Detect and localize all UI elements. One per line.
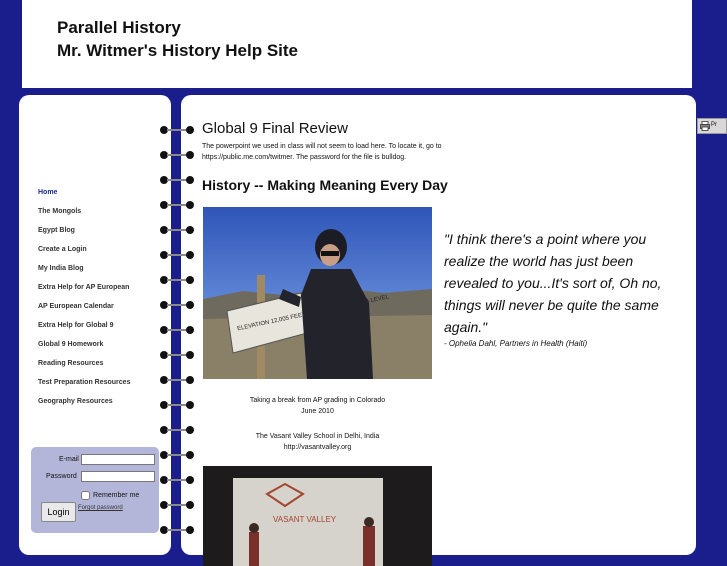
vasant-valley-photo-illustration	[203, 466, 432, 566]
remember-me-checkbox[interactable]	[81, 491, 90, 500]
forgot-password-link[interactable]: Forgot password	[78, 505, 123, 511]
quote-text: "I think there's a point where you realize the world has just been revealed to you...It's sort of, Oh no, things will never be quite the same again."	[444, 231, 662, 335]
banner-text: VASANT VALLEY	[273, 515, 337, 524]
binding-ring	[160, 401, 194, 409]
remember-me-label: Remember me	[93, 492, 140, 499]
quote-attribution: - Ophelia Dahl, Partners in Health (Haiti)	[444, 339, 588, 348]
login-button[interactable]: Login	[41, 502, 76, 522]
printer-icon	[700, 121, 710, 131]
photo2-caption-line2: http://vasantvalley.org	[283, 444, 352, 451]
sidebar-item-reading-resources[interactable]: Reading Resources	[38, 360, 104, 367]
binding-ring	[160, 451, 194, 459]
section-heading: History -- Making Meaning Every Day	[202, 177, 448, 193]
binding-ring	[160, 201, 194, 209]
password-field[interactable]	[81, 471, 155, 482]
email-label: E-mail	[59, 456, 79, 463]
review-paragraph: The powerpoint we used in class will not seem to load here. To locate it, go to https://public.me.com/twitmer. The password for the file is bulldog.	[202, 143, 442, 161]
site-header	[22, 0, 692, 88]
site-subtitle: Mr. Witmer's History Help Site	[57, 41, 299, 60]
binding-ring	[160, 276, 194, 284]
binding-ring	[160, 351, 194, 359]
page-title: Global 9 Final Review	[202, 120, 348, 137]
login-panel	[31, 447, 159, 533]
person	[301, 269, 373, 379]
binding-ring	[160, 526, 194, 534]
speaker-right	[363, 526, 375, 566]
binding-ring	[160, 326, 194, 334]
sidebar-item-extra-help-ap-european[interactable]: Extra Help for AP European	[38, 284, 130, 291]
binding-ring	[160, 301, 194, 309]
main-content	[181, 95, 696, 555]
spiral-binding	[160, 0, 194, 545]
print-tab-label: Pr	[711, 122, 717, 128]
sidebar	[19, 95, 171, 555]
sidebar-item-india-blog[interactable]: My India Blog	[38, 265, 84, 272]
binding-ring	[160, 176, 194, 184]
photo1-caption-line2: June 2010	[301, 408, 334, 415]
sidebar-item-geography-resources[interactable]: Geography Resources	[38, 398, 113, 405]
speaker-left	[249, 532, 259, 566]
binding-ring	[160, 426, 194, 434]
sidebar-item-extra-help-global-9[interactable]: Extra Help for Global 9	[38, 322, 114, 329]
binding-ring	[160, 501, 194, 509]
colorado-photo	[203, 207, 432, 379]
elevation-sign-text: ELEVATION 12,005 FEET LEVEL	[236, 294, 390, 333]
photo2-caption-line1: The Vasant Valley School in Delhi, India	[255, 433, 380, 440]
sidebar-item-create-login[interactable]: Create a Login	[38, 246, 87, 253]
binding-ring	[160, 476, 194, 484]
colorado-photo-illustration	[203, 207, 432, 379]
site-title: Parallel History	[57, 18, 181, 37]
email-field[interactable]	[81, 454, 155, 465]
sidebar-item-home[interactable]: Home	[38, 189, 58, 196]
password-label: Password	[46, 473, 77, 480]
vasant-valley-photo	[203, 466, 432, 566]
binding-ring	[160, 251, 194, 259]
sidebar-item-egypt-blog[interactable]: Egypt Blog	[38, 227, 75, 234]
binding-ring	[160, 376, 194, 384]
binding-ring	[160, 151, 194, 159]
sidebar-item-test-prep-resources[interactable]: Test Preparation Resources	[38, 379, 131, 386]
sidebar-item-the-mongols[interactable]: The Mongols	[38, 208, 82, 215]
binding-ring	[160, 226, 194, 234]
print-tab[interactable]	[697, 118, 727, 134]
photo1-caption-line1: Taking a break from AP grading in Colorado	[249, 397, 386, 404]
sidebar-item-global-9-homework[interactable]: Global 9 Homework	[38, 341, 104, 348]
binding-ring	[160, 126, 194, 134]
sidebar-item-ap-european-calendar[interactable]: AP European Calendar	[38, 303, 114, 310]
